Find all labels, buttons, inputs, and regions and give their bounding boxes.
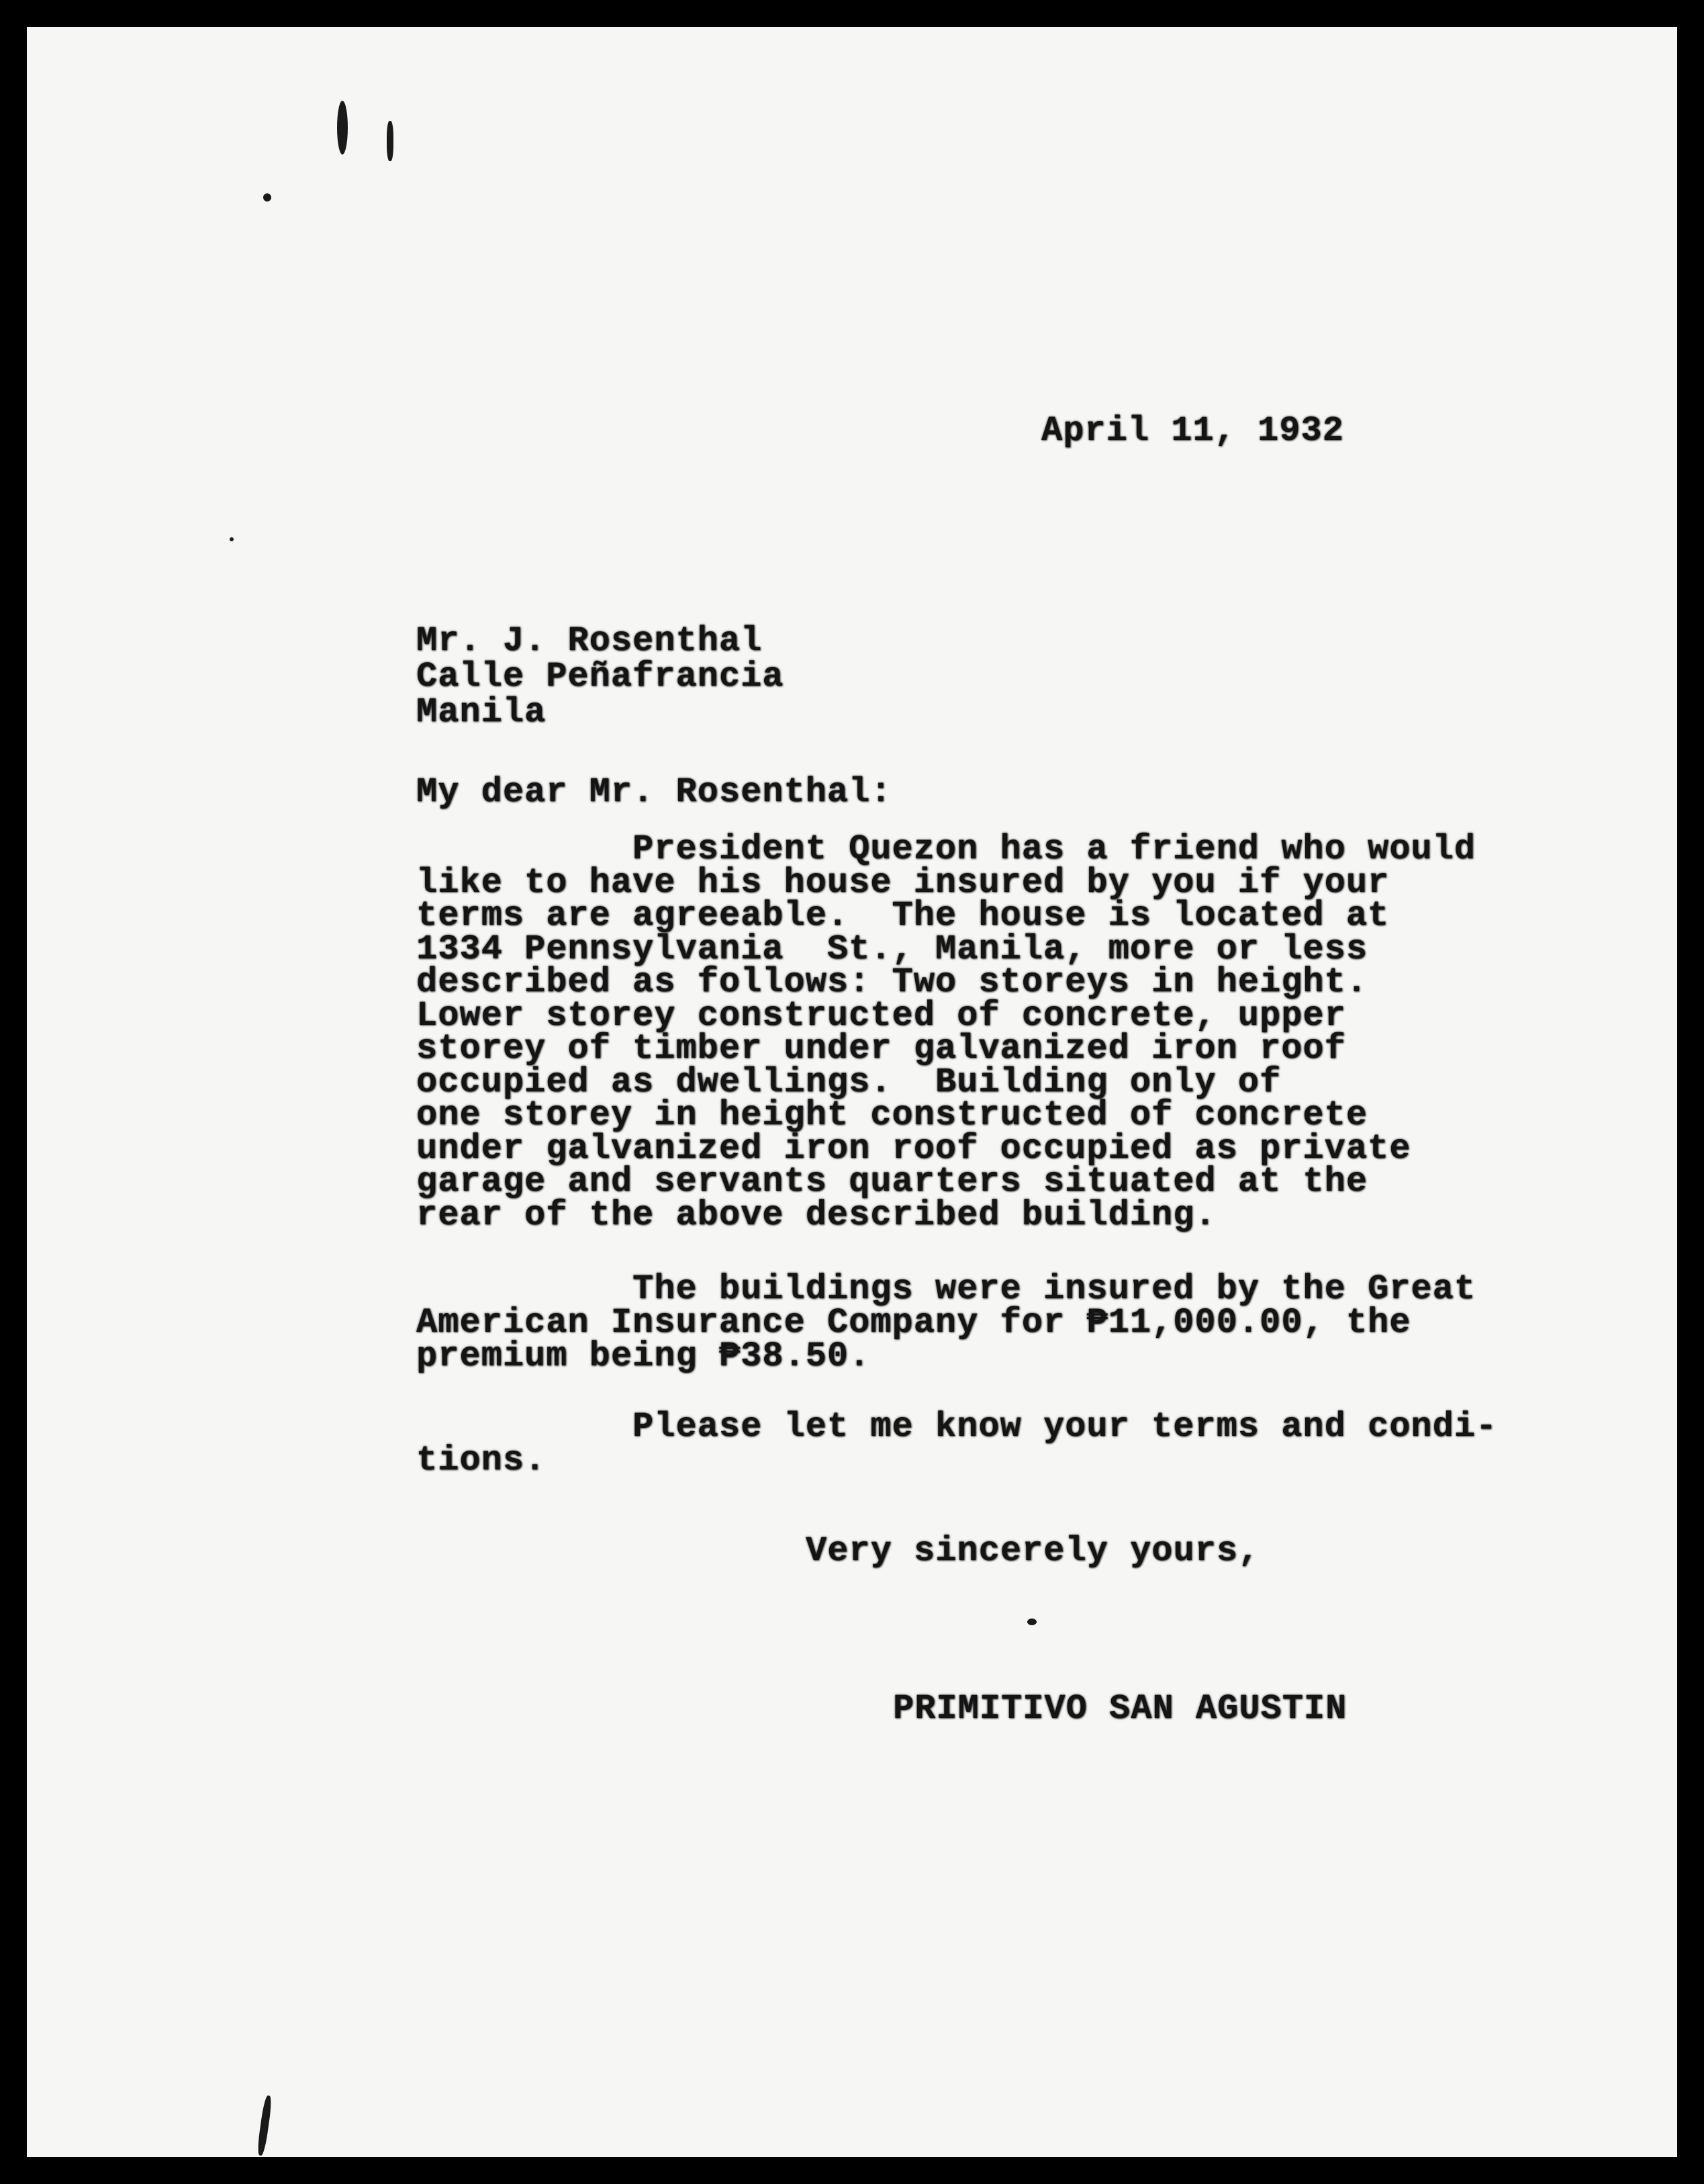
ink-blot (230, 537, 234, 541)
letter-date: April 11, 1932 (1041, 411, 1344, 451)
body-paragraph-1: President Quezon has a friend who would like to have his house insured by you if your terms are agreeable. The house is located at 1334 Pennsylvania St., Manila, more or less described as follows: Two storeys in height. Lower storey constructed of concrete, upper storey of timber under galvanized iron roof occupied as dwellings. Building only of one storey in height constructed of concrete under galvanized iron roof occupied as private garage and servants quarters situated at the rear of the above described building. (416, 829, 1476, 1235)
recipient-name: Mr. J. Rosenthal (416, 621, 763, 661)
complimentary-closing: Very sincerely yours, (806, 1531, 1260, 1571)
body-paragraph-3: Please let me know your terms and condi- tions. (416, 1407, 1498, 1480)
recipient-address (416, 623, 784, 730)
letter-page (27, 27, 1677, 2157)
recipient-city: Manila (416, 692, 547, 732)
body-paragraph-2: The buildings were insured by the Great American Insurance Company for ₱11,000.00, the premium being ₱38.50. (416, 1269, 1476, 1376)
ink-blot (387, 121, 393, 161)
salutation: My dear Mr. Rosenthal: (416, 772, 892, 812)
ink-blot (337, 101, 348, 154)
recipient-street: Calle Peñafrancia (416, 657, 784, 696)
signature-block: PRIMITIVO SAN AGUSTIN (893, 1689, 1347, 1729)
ink-blot (263, 193, 271, 201)
ink-blot (256, 2095, 273, 2156)
ink-blot (1027, 1619, 1037, 1625)
